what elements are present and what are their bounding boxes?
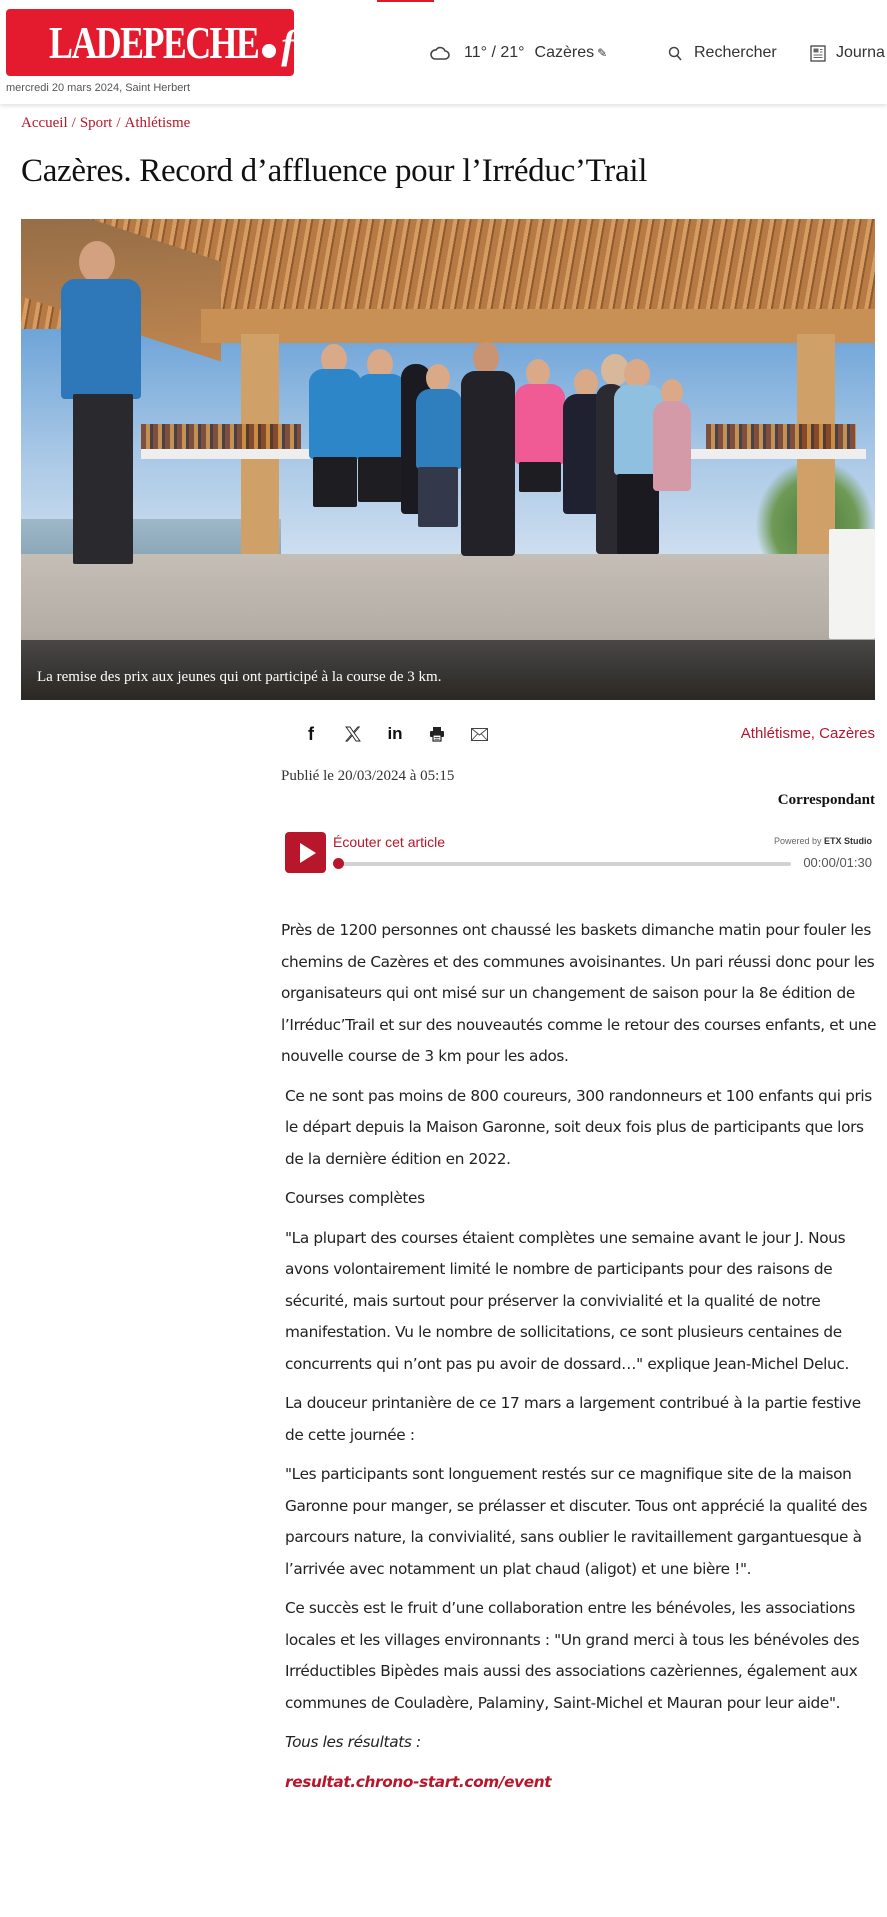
breadcrumb-sport[interactable]: Sport [79,115,113,131]
photo-person [313,457,357,507]
paragraph: "La plupart des courses étaient complètes une semaine avant le jour J. Nous avons volontairement limité le nombre de participants pour des raisons de sécurité, mais surtout pour préserver la convivialité et la qualité de notre manifestation. Vu le nombre de sollicitations, ce sont plusieurs centaines de concurrents qui n’ont pas pu avoir de dossard…" explique Jean-Michel Deluc. [285,1228,849,1373]
audio-label: Écouter cet article [333,834,446,850]
search-icon [668,46,682,61]
share-linkedin-button[interactable] [374,723,416,745]
photo-person [461,371,515,556]
photo-person [358,457,402,502]
weather-widget[interactable] [430,44,607,62]
paragraph: "Les participants sont longuement restés sur ce magnifique site de la maison Garonne pour manger, se prélasser et discuter. Tous ont apprécié la qualité des parcours nature, la convivialité, sans oublier le ravitaillement gargantuesque à l’arrivée avec notamment un plat chaud (aligot) et une bière !". [285,1465,868,1578]
logo-dot [262,44,276,58]
photo-person [515,384,565,464]
date-line: mercredi 20 mars 2024, Saint Herbert [6,82,191,94]
breadcrumb-athletisme[interactable]: Athlétisme [124,115,191,131]
logo-wordmark: LADEPECHE [48,17,259,68]
share-facebook-button[interactable] [290,723,332,745]
photo-beam [201,309,875,343]
search-button[interactable] [668,44,777,62]
photo-person-head [426,364,450,392]
photo-person-head [473,342,499,374]
play-icon [300,843,316,863]
tag-cazeres[interactable]: Cazères [819,725,875,742]
weather-temp: 11° / 21° [464,44,525,61]
breadcrumb [21,115,190,132]
linkedin-icon: in [387,724,403,743]
powered-by [774,836,872,846]
photo-person [418,467,458,527]
email-button[interactable] [458,723,500,745]
audio-time: 00:00/01:30 [803,855,872,870]
photo-person [356,374,406,459]
photo-person-head [574,369,598,397]
email-icon [471,728,488,741]
paragraph: La douceur printanière de ce 17 mars a largement contribué à la partie festive de cette journée : [285,1394,861,1444]
print-button[interactable] [416,723,458,745]
print-icon [429,726,445,742]
paragraph: Près de 1200 personnes ont chaussé les baskets dimanche matin pour fouler les chemins de Cazères et des communes avoisinantes. Un pari réussi donc pour les organisateurs qui ont misé sur un changement de saison pour la 8e édition de l’Irréduc’Trail et sur des nouveautés comme le retour des courses enfants, et une nouvelle course de 3 km pour les ados. [281,921,877,1065]
search-label: Rechercher [694,44,777,61]
photo-person [519,462,561,492]
play-button[interactable] [285,832,326,873]
breadcrumb-accueil[interactable]: Accueil [21,115,68,131]
site-header [0,0,887,104]
photo-table [686,449,866,459]
photo-table [141,449,311,459]
audio-player [285,832,875,876]
newspaper-icon [810,45,826,62]
article-body [281,915,881,1806]
powered-prefix: Powered by [773,836,822,846]
photo-person [416,389,462,469]
share-bar [290,723,500,745]
journal-label: Journa [836,44,885,61]
cloud-icon [430,46,450,60]
audio-progress-track[interactable] [337,862,791,866]
article-tags [741,725,875,742]
photo-person [73,394,133,564]
paragraph: Ce ne sont pas moins de 800 coureurs, 300 randonneurs et 100 enfants qui pris le départ depuis la Maison Garonne, soit deux fois plus de participants que lors de la dernière édition en 2022. [285,1086,872,1168]
photo-person [309,369,361,459]
article-photo[interactable] [21,219,875,700]
active-nav-indicator [377,0,434,2]
photo-person-head [526,359,550,387]
site-logo[interactable] [6,9,311,76]
tag-athletisme[interactable]: Athlétisme [740,725,811,742]
photo-person [61,279,141,399]
x-icon [345,726,361,742]
photo-caption: La remise des prix aux jeunes qui ont participé à la course de 3 km. [37,669,442,685]
share-x-button[interactable] [332,723,374,745]
audio-progress-knob[interactable] [333,858,344,869]
photo-tv-box [829,529,875,639]
weather-city: Cazères [534,44,595,61]
article-title: Cazères. Record d’affluence pour l’Irréduc’Trail [21,153,648,189]
subheading: Courses complètes [285,1189,425,1207]
facebook-icon: f [308,723,314,744]
powered-brand: ETX Studio [824,836,872,846]
journal-button[interactable] [810,44,885,62]
paragraph: Ce succès est le fruit d’une collaboration entre les bénévoles, les associations locales et les villages environnants : "Un grand merci à tous les bénévoles des Irréductibles Bipèdes mais aussi des associations cazèriennes, également aux communes de Couladère, Palaminy, Saint-Michel et Mauran pour leur aide". [285,1599,860,1712]
published-date: Publié le 20/03/2024 à 05:15 [281,768,455,784]
results-link[interactable]: resultat.chrono-start.com/event [285,1772,552,1791]
pencil-icon[interactable]: ✎ [597,46,608,60]
photo-person-head [79,241,115,283]
breadcrumb-separator: / [71,115,76,131]
breadcrumb-separator: / [116,115,121,131]
author: Correspondant [777,792,875,808]
tag-separator: , [810,725,820,742]
results-label: Tous les résultats : [285,1733,421,1751]
logo-suffix: fr [281,22,311,67]
photo-person [653,401,691,491]
